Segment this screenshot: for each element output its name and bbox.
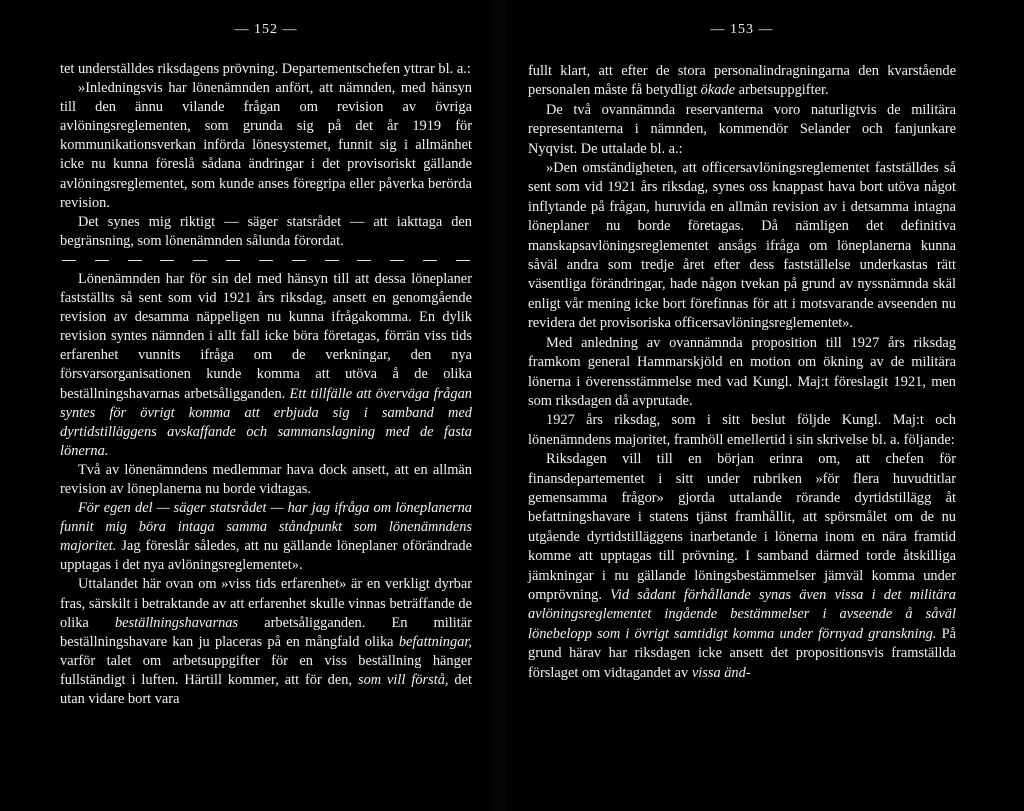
paragraph: De två ovannämnda reservanterna voro naturligtvis de militära representanterna i nämnden, kommendör Selander och fanjunkare Nyqvist. De uttalade bl. a.: bbox=[528, 101, 956, 157]
paragraph: »Inledningsvis har lönenämnden anfört, att nämnden, med hänsyn till den ännu vilande frågan om revision av övriga avlöningsreglementen, som grunda sig på det år 1919 för kommunikationsverkan införda lönesystemet, funnit sig i allmänhet icke nu kunna föreslå sådana ändringar i det provisoriskt gällande avlöningsreglementet, som kunde anses föregripa eller påverka berörda revision. bbox=[60, 80, 472, 211]
paragraph: Lönenämnden har för sin del med hänsyn till att dessa löneplaner fastställts så sent som vid 1921 års riksdag, ansett en genomgående revision av desamma näppeligen nu kunna ifrågakomma. En dylik revision syntes nämnden i allt fall icke böra företagas, förrän viss tids erfarenhet vunnits ifråga om de verkningar, den nya försvarsorganisationen kunde komma att utöva å de olika beställningshavarnas arbetsåligganden. Ett tillfälle att överväga frågan syntes för övrigt komma att erbjuda sig i samband med dyrtidstilläggens avskaffande och sammanslagning med de fasta lönerna. bbox=[60, 270, 472, 459]
right-page bbox=[528, 0, 956, 811]
paragraph: Med anledning av ovannämnda proposition till 1927 års riksdag framkom general Hammarskjöld en motion om ökning av de militära lönerna i överensstämmelse med vad Kungl. Maj:t föreslagit 1921, men som riksdagen då avprutade. bbox=[528, 334, 956, 409]
right-page-text bbox=[528, 62, 956, 683]
paragraph: 1927 års riksdag, som i sitt beslut följde Kungl. Maj:t och lönenämndens majoritet, framhöll emellertid i sin skrivelse bl. a. följande: bbox=[528, 412, 956, 448]
paragraph: »Den omständigheten, att officersavlöningsreglementet fastställdes så sent som vid 1921 års riksdag, synes oss knappast hava bort utöva något inflytande på frågan, huruvida en allmän revision av i detsamma intagna löneplaner nu borde företagas. Då nämligen det definitiva manskapsavlöningsreglementet ansågs ifråga om löneplanerna kunna såväl andra som tredje året efter dess fastställelse underkastas rätt väsentliga förändringar, hade någon tvekan på grund av nyssnämnda skäl enligt vår mening icke bort förefinnas för att i motsvarande avseenden nu revidera det provisoriska officersavlöningsreglementet». bbox=[528, 160, 956, 332]
paragraph: tet underställdes riksdagens prövning. Departementschefen yttrar bl. a.: bbox=[60, 61, 471, 77]
paragraph: Riksdagen vill till en början erinra om, att chefen för finansdepartementet i sitt under rubriken »för flera huvudtitlar gemensamma frågor» gjorda uttalande rörande dyrtidstillägg åt befattningshavare i statens tjänst framhållit, att spörsmålet om de nu utgående dyrtidstilläggens inarbetande i lönerna inom en nära framtid komme att upptagas till prövning. I samband därmed torde åtskilliga jämkningar i nu gällande löningsbestämmelser jämväl komma under omprövning. Vid sådant förhållande synas även vissa i det militära avlöningsreglementet ingående bestämmelser i avseende å såväl lönebelopp som i övrigt samtidigt komma under förnyad granskning. På grund härav har riksdagen icke ansett det propositionsvis framställda förslaget om vidtagandet av vissa änd- bbox=[528, 451, 956, 681]
page-number-left: — 152 — bbox=[234, 22, 298, 37]
paragraph: För egen del — säger statsrådet — har jag ifråga om löneplanerna funnit mig böra intaga samma ståndpunkt som lönenämndens majoritet. Jag föreslår således, att nu gällande löneplaner oförändrade upptagas i det nya avlöningsreglementet». bbox=[60, 500, 472, 574]
left-page bbox=[60, 0, 472, 811]
book-gutter bbox=[492, 0, 506, 811]
page-number-right: — 153 — bbox=[710, 22, 774, 37]
paragraph: Två av lönenämndens medlemmar hava dock ansett, att en allmän revision av löneplanerna nu borde vidtagas. bbox=[60, 461, 472, 497]
ellipsis-dash-line bbox=[60, 251, 472, 270]
paragraph: fullt klart, att efter de stora personalindragningarna den kvarstående personalen måste få betydligt ökade arbetsuppgifter. bbox=[528, 63, 956, 99]
paragraph: Uttalandet här ovan om »viss tids erfarenhet» är en verkligt dyrbar fras, särskilt i betraktande av att erfarenhet skulle vinnas beträffande de olika beställningshavarnas arbetsåligganden. En militär beställningshavare kan ju placeras på en mångfald olika befattningar, varför talet om arbetsuppgifter för en viss beställning hänger fullständigt i luften. Härtill kommer, att för den, som vill förstå, det utan vidare bort vara bbox=[60, 576, 473, 707]
paragraph: Det synes mig riktigt — säger statsrådet — att iakttaga den begränsning, som lönenämnden sålunda förordat. bbox=[60, 213, 472, 249]
left-page-text bbox=[60, 60, 472, 709]
